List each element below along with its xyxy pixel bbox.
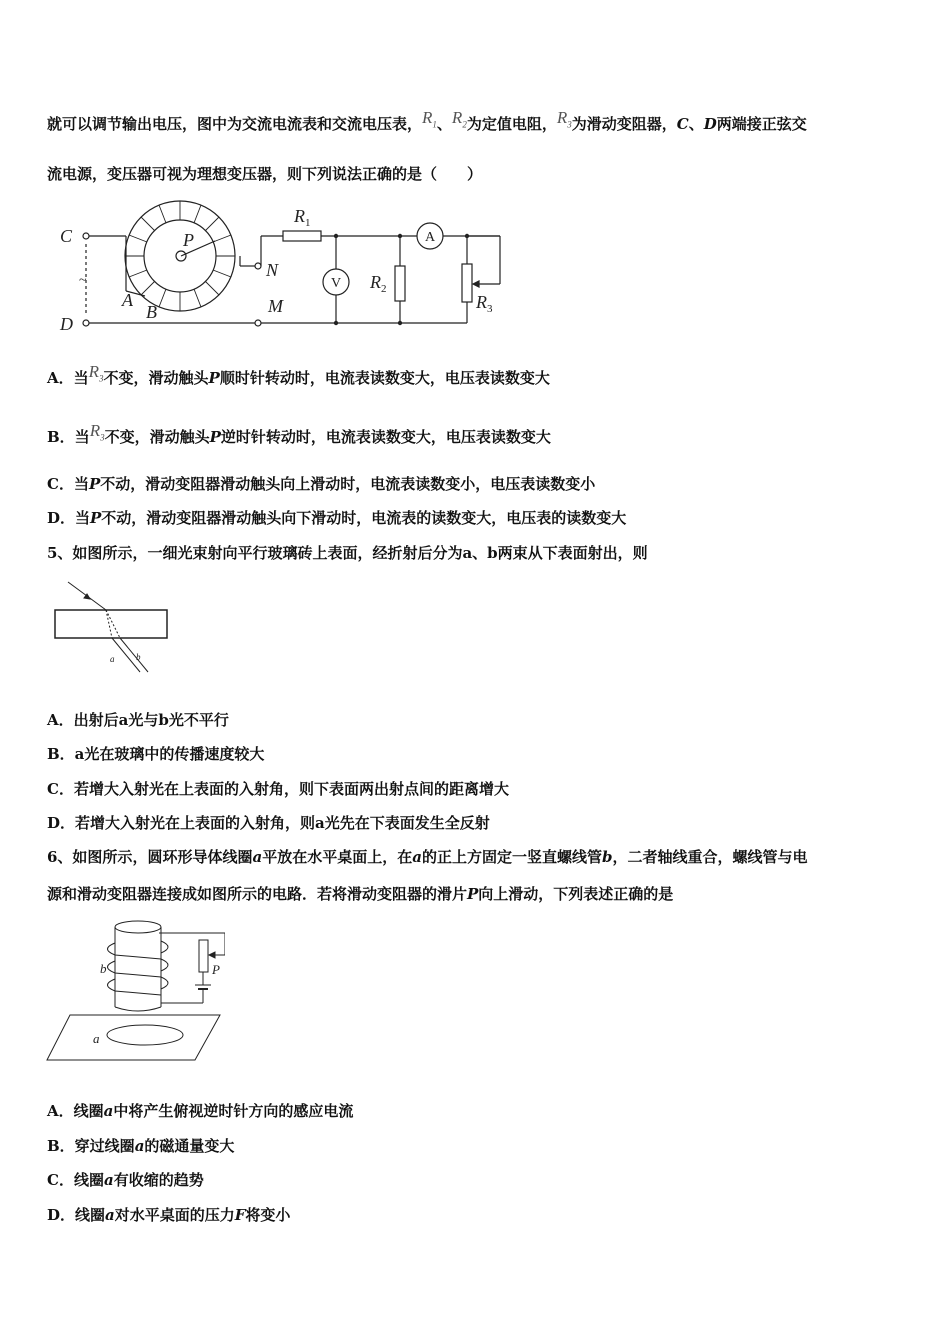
label-p: P	[212, 962, 220, 977]
c-terminal: C	[676, 115, 689, 133]
source-symbol: ~	[79, 273, 87, 288]
label-b: b	[136, 652, 141, 662]
r2-symbol: $R_2$	[451, 108, 467, 130]
terminal-d	[83, 320, 89, 326]
label-c: C	[60, 226, 73, 246]
r3-symbol: $R_3$	[88, 362, 104, 384]
q5-option-c: C．若增大入射光在上表面的入射角，则下表面两出射点间的距离增大	[47, 780, 509, 798]
label-r3: $R_3$	[476, 292, 493, 315]
r3-symbol: $R_3$	[556, 108, 572, 130]
solenoid-bottom	[115, 1007, 161, 1011]
q6-option-d: D．线圈a对水平桌面的压力F将变小	[47, 1206, 291, 1224]
rheostat-r3	[462, 264, 472, 302]
q6-option-b: B．穿过线圈a的磁通量变大	[47, 1137, 235, 1155]
q5-stem: 5、如图所示，一细光束射向平行玻璃砖上表面，经折射后分为a、b两束从下表面射出，则	[47, 544, 648, 562]
label-b: b	[100, 961, 107, 976]
q6-stem-line1: 6、如图所示，圆环形导体线圈a平放在水平桌面上，在a的正上方固定一竖直螺线管b，二者轴线重合，螺线管与电	[47, 848, 808, 866]
label-m: M	[268, 296, 283, 316]
label-a: a	[110, 654, 115, 664]
label-b: B	[146, 302, 157, 322]
label-n: N	[266, 260, 279, 280]
q4-stem-text-b: 为定值电阻，	[466, 115, 557, 133]
q4-stem-text-2: 流电源，变压器可视为理想变压器，则下列说法正确的是（ ）	[47, 165, 483, 183]
label-r1: $R_1$	[294, 206, 311, 229]
label-d: D	[60, 314, 73, 334]
ray-b	[120, 638, 148, 672]
q4-stem-text-c: 为滑动变阻器，	[571, 115, 677, 133]
transformer-circuit-figure	[50, 196, 510, 336]
q6-option-c: C．线圈a有收缩的趋势	[47, 1171, 204, 1189]
separator: 、	[688, 115, 704, 133]
q5-option-d: D．若增大入射光在上表面的入射角，则a光先在下表面发生全反射	[47, 814, 490, 832]
label-p: P	[183, 230, 194, 250]
terminal-c	[83, 233, 89, 239]
q4-option-d: D．当P不动，滑动变阻器滑动触头向下滑动时，电流表的读数变大，电压表的读数变大	[47, 509, 627, 527]
ammeter-label: A	[425, 230, 436, 245]
resistor-r1	[283, 231, 321, 241]
q4-stem-line2	[47, 164, 482, 184]
coil-a	[107, 1025, 183, 1045]
voltmeter-label: V	[331, 276, 342, 291]
label-a: A	[122, 290, 133, 310]
separator: 、	[436, 115, 452, 133]
d-terminal: D	[703, 115, 717, 133]
label-r2: $R_2$	[370, 272, 387, 295]
q4-option-c: C．当P不动，滑动变阻器滑动触头向上滑动时，电流表读数变小，电压表读数变小	[47, 475, 596, 493]
q4-stem-line1	[47, 108, 807, 140]
solenoid-top	[115, 921, 161, 933]
label-a: a	[93, 1031, 100, 1046]
q4-stem-text-d: 两端接正弦交	[716, 115, 807, 133]
q5-option-a: A．出射后a光与b光不平行	[47, 711, 229, 729]
terminal-m	[255, 320, 261, 326]
q4-stem-text: 就可以调节输出电压，图中为交流电流表和交流电压表，	[47, 115, 423, 133]
solenoid-coil-figure	[45, 915, 225, 1065]
glass-slab-figure	[50, 580, 180, 680]
r1-symbol: $R_1$	[422, 108, 437, 130]
q6-option-a: A．线圈a中将产生俯视逆时针方向的感应电流	[47, 1102, 354, 1120]
q4-option-b: B．当$R_3$不变，滑动触头P逆时针转动时，电流表读数变大，电压表读数变大	[47, 421, 551, 446]
q4-option-a: A．当$R_3$不变，滑动触头P顺时针转动时，电流表读数变大，电压表读数变大	[47, 362, 550, 387]
q5-option-b: B．a光在玻璃中的传播速度较大	[47, 745, 265, 763]
junction-dots	[334, 234, 469, 325]
r3-symbol: $R_3$	[89, 421, 105, 443]
resistor-r2	[395, 266, 405, 301]
table-surface	[47, 1015, 220, 1060]
solenoid-windings	[108, 941, 169, 995]
rheostat	[199, 940, 208, 972]
terminal-n	[255, 263, 261, 269]
q6-stem-line2: 源和滑动变阻器连接成如图所示的电路．若将滑动变阻器的滑片P向上滑动，下列表述正确的是	[47, 885, 674, 903]
